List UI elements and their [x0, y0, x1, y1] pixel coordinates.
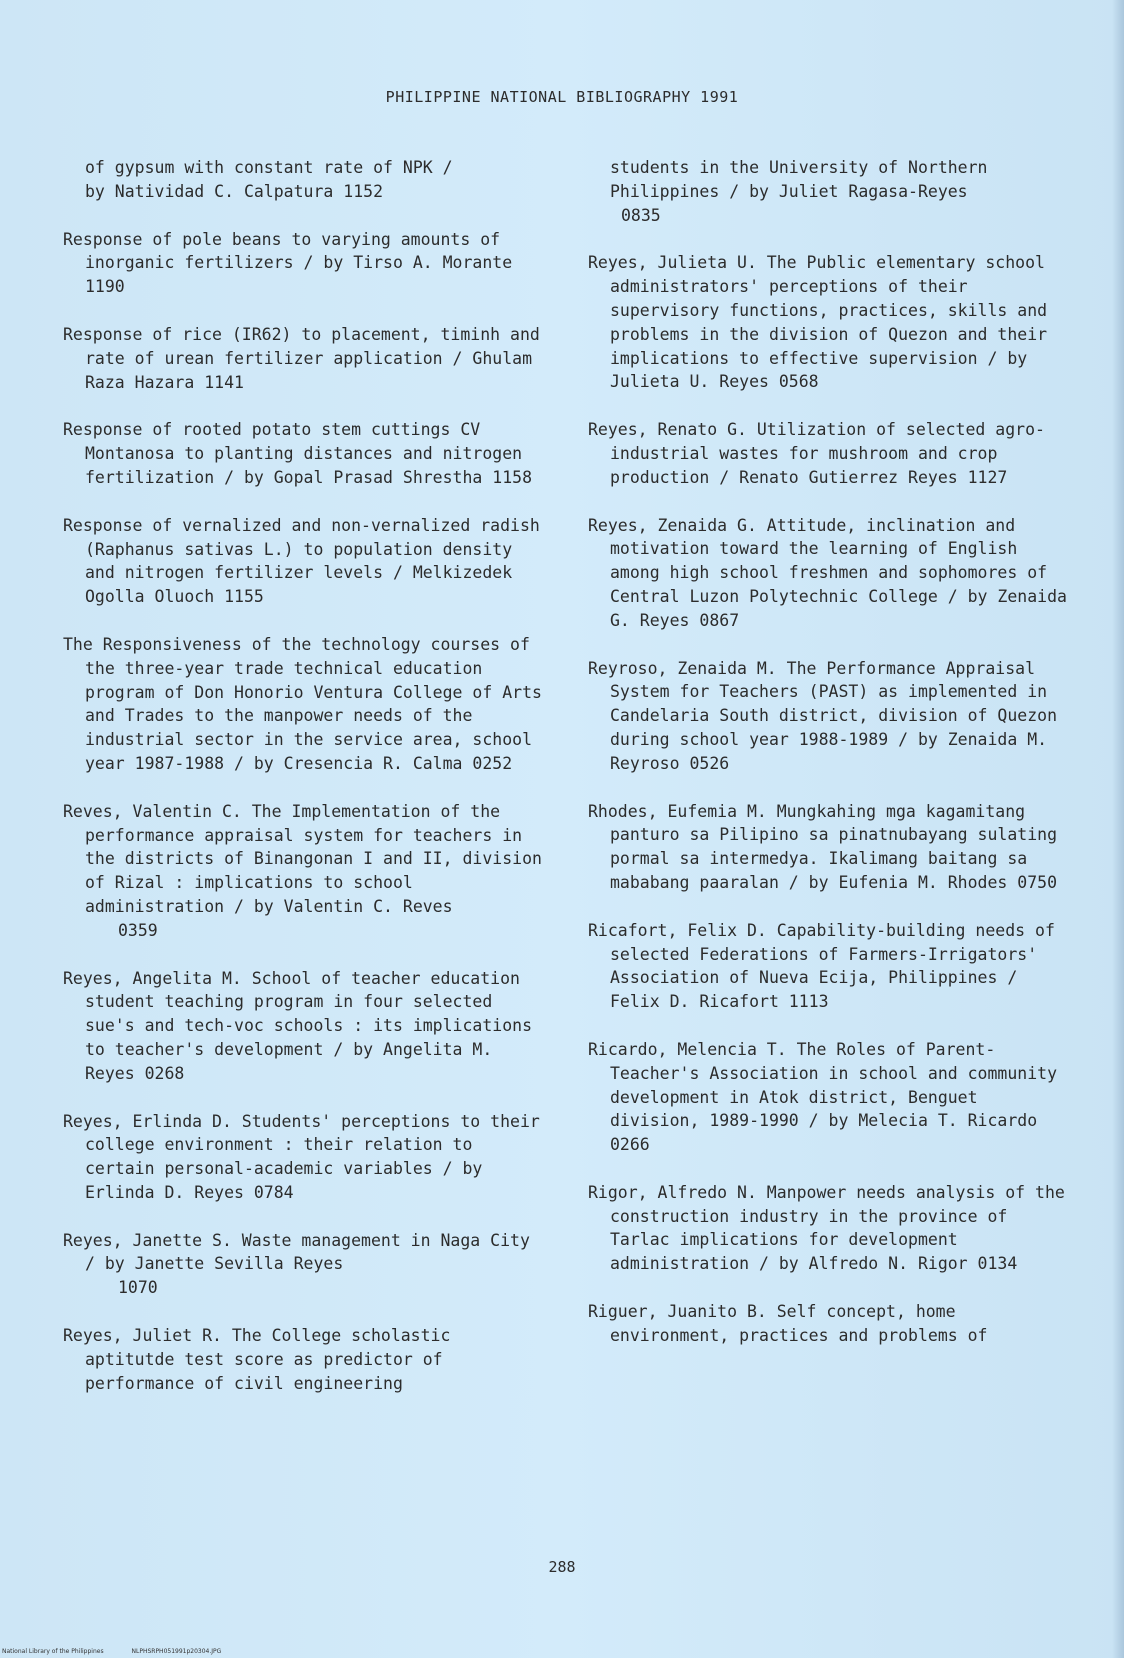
bibliography-entry [588, 1300, 1068, 1348]
page-header: PHILIPPINE NATIONAL BIBLIOGRAPHY 1991 [385, 88, 739, 106]
bibliography-entry [63, 323, 543, 394]
entry-text: Reyes, Zenaida G. Attitude, inclination and motivation toward the learning of English among high school freshmen and sophomores of Central Luzon Polytechnic College / by Zenaida G. Reyes 0867 [588, 515, 1067, 630]
bibliography-entry [63, 418, 543, 489]
entry-text: Reyes, Juliet R. The College scholastic aptitutde test score as predictor of performance of civil engineering [63, 1326, 451, 1393]
bibliography-entry [588, 800, 1068, 895]
entry-line: of gypsum with constant rate of NPK / [85, 158, 453, 177]
accession-number: 0835 [621, 205, 661, 225]
entry-continuation [588, 156, 1068, 227]
bibliography-entry [588, 657, 1068, 776]
bibliography-entry [588, 1181, 1068, 1276]
entry-line: Philippines / by Juliet Ragasa-Reyes [610, 181, 968, 201]
entry-text: Ricardo, Melencia T. The Roles of Parent-Teacher's Association in school and community development in Atok district, Benguet division, 1989-1990 / by Melecia T. Ricardo 0266 [588, 1039, 1058, 1155]
entry-text: Reyes, Renato G. Utilization of selected agro-industrial wastes for mushroom and crop production / Renato Gutierrez Reyes 1127 [588, 420, 1045, 487]
entry-line: students in the University of Northern [610, 158, 988, 177]
page-edge-shadow [1112, 0, 1124, 1658]
accession-number: 0359 [118, 920, 158, 940]
entry-text: The Responsiveness of the technology courses of the three-year trade technical education program of Don Honorio Ventura College of Arts and Trades to the manpower needs of the industrial sector in the service area, school year 1987-1988 / by Cresencia R. Calma 0252 [63, 634, 542, 773]
entry-continuation [63, 156, 543, 204]
footer-file: NLPHSRPH051991p20304.JPG [131, 1648, 222, 1655]
entry-text: Response of vernalized and non-vernalized radish (Raphanus sativas L.) to population density and nitrogen fertilizer levels / Melkizedek Ogolla Oluoch 1155 [63, 515, 540, 607]
entry-text: Rhodes, Eufemia M. Mungkahing mga kagamitang panturo sa Pilipino sa pinatnubayang sulating pormal sa intermedya. Ikalimang baitang sa mababang paaralan / by Eufenia M. Rhodes 0750 [588, 801, 1058, 892]
entry-text: Reyes, Julieta U. The Public elementary school administrators' perceptions of their supervisory functions, practices, skills and problems in the division of Quezon and their implications to effective supervision / by Julieta U. Reyes 0568 [588, 253, 1048, 392]
bibliography-entry [588, 251, 1068, 394]
bibliography-entry [63, 1229, 543, 1300]
accession-number: 1070 [118, 1278, 158, 1298]
entry-line: by Natividad C. Calpatura 1152 [85, 181, 384, 201]
bibliography-entry [588, 514, 1068, 633]
bibliography-entry [63, 633, 543, 776]
entry-text: Response of rice (IR62) to placement, timinh and rate of urean fertilizer application / Ghulam Raza Hazara 1141 [63, 324, 540, 392]
entry-text: Reyroso, Zenaida M. The Performance Appraisal System for Teachers (PAST) as implemented in Candelaria South district, division of Quezon during school year 1988-1989 / by Zenaida M. Reyroso 0526 [588, 658, 1058, 773]
entry-text: Reyes, Erlinda D. Students' perceptions to their college environment : their relation to certain personal-academic variables / by Erlinda D. Reyes 0784 [63, 1111, 540, 1202]
right-column [588, 156, 1068, 1372]
entry-text: Reves, Valentin C. The Implementation of the performance appraisal system for teachers in the districts of Binangonan I and II, division of Rizal : implications to school administration / by Valentin C. Reves [63, 801, 542, 916]
entry-text: Ricafort, Felix D. Capability-building needs of selected Federations of Farmers-Irrigators' Association of Nueva Ecija, Philippines / Felix D. Ricafort 1113 [588, 920, 1055, 1012]
bibliography-entry [63, 967, 543, 1086]
footer-library: National Library of the Philippines [2, 1648, 104, 1655]
entry-text: Reyes, Angelita M. School of teacher education student teaching program in four selected sue's and tech-voc schools : its implications to teacher's development / by Angelita M. Reyes 0268 [63, 968, 533, 1083]
bibliography-entry [63, 228, 543, 299]
bibliography-entry [63, 800, 543, 943]
footer [2, 1648, 247, 1655]
page-number: 288 [548, 1558, 576, 1576]
entry-text: Riguer, Juanito B. Self concept, home environment, practices and problems of [588, 1302, 988, 1345]
entry-text: Response of pole beans to varying amounts of inorganic fertilizers / by Tirso A. Morante 1190 [63, 229, 513, 297]
entry-text: Response of rooted potato stem cuttings CV Montanosa to planting distances and nitrogen fertilization / by Gopal Prasad Shrestha 1158 [63, 420, 533, 487]
entry-text: Rigor, Alfredo N. Manpower needs analysis of the construction industry in the province of Tarlac implications for development administration / by Alfredo N. Rigor 0134 [588, 1182, 1065, 1274]
left-column [63, 156, 543, 1419]
bibliography-entry [63, 514, 543, 609]
bibliography-entry [588, 1038, 1068, 1157]
bibliography-entry [588, 919, 1068, 1014]
entry-text: Reyes, Janette S. Waste management in Naga City / by Janette Sevilla Reyes [63, 1230, 530, 1274]
bibliography-entry [588, 418, 1068, 489]
bibliography-entry [63, 1110, 543, 1205]
bibliography-entry [63, 1324, 543, 1395]
